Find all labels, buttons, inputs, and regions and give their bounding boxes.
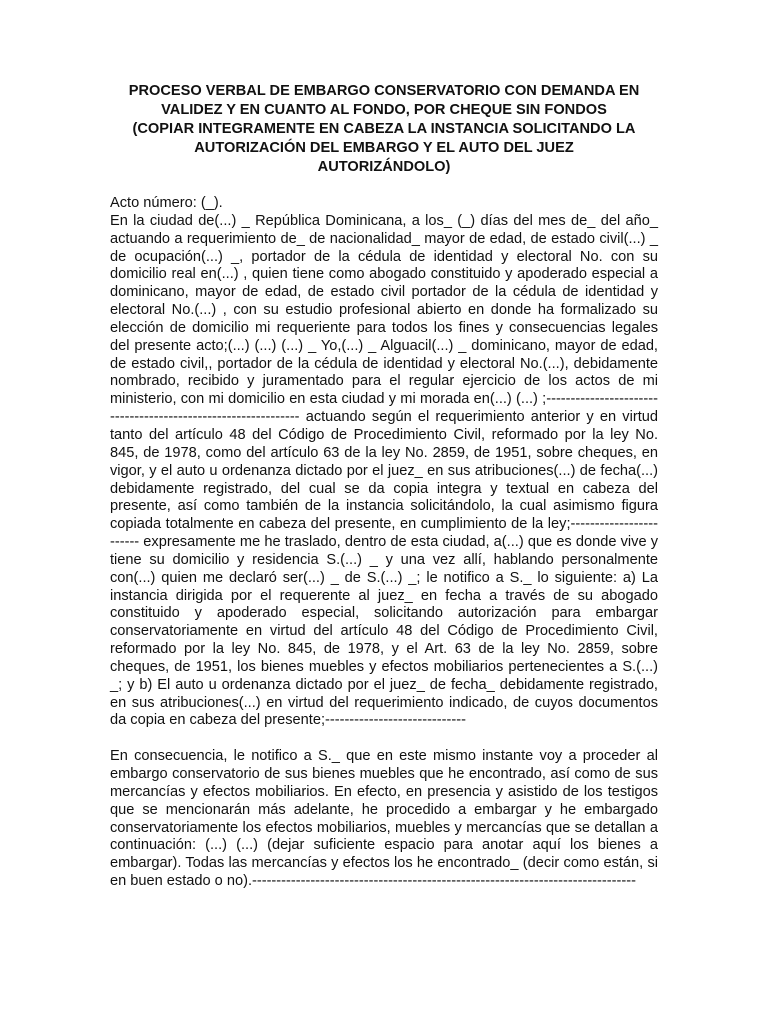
- document-content: [110, 82, 658, 891]
- title-line: AUTORIZACIÓN DEL EMBARGO Y EL AUTO DEL JUEZ: [194, 140, 574, 156]
- body-paragraph: En consecuencia, le notifico a S._ que en este mismo instante voy a proceder al embargo conservatorio de sus bienes muebles que he encontrado, así como de sus mercancías y efectos mobiliarios. En efecto, en presencia y asistido de los testigos que se mencionarán más adelante, he procedido a embargar y he embargado conservatoriamente los efectos mobiliarios, muebles y mercancías que se detallan a continuación: (...) (...) (dejar suficiente espacio para anotar aquí los bienes a embargar). Todas las mercancías y efectos los he encontrado_ (decir como están, si en buen estado o no).-------------------------------------------------------------------------------: [110, 748, 658, 890]
- title-line: VALIDEZ Y EN CUANTO AL FONDO, POR CHEQUE SIN FONDOS: [161, 102, 607, 118]
- body-paragraph: En la ciudad de(...) _ República Dominicana, a los_ (_) días del mes de_ del año_ actuando a requerimiento de_ de nacionalidad_ mayor de edad, de estado civil(...) _ de ocupación(...) _, portador de la cédula de identidad y electoral No. con su domicilio real en(...) , quien tiene como abogado constituido y apoderado especial a dominicano, mayor de edad, de estado civil portador de la cédula de identidad y electoral No.(...) , con su estudio profesional abierto en donde ha formalizado su elección de domicilio mi requeriente para todos los fines y consecuencias legales del presente acto;(...) (...) (...) _ Yo,(...) _ Alguacil(...) _ dominicano, mayor de edad, de estado civil,, portador de la cédula de identidad y electoral No.(...), debidamente nombrado, recibido y juramentado para el regular ejercicio de los actos de mi ministerio, con mi domicilio en esta ciudad y mi morada en(...) (...) ;-------------------------------------------------------------- actuando según el requerimiento anterior y en virtud tanto del artículo 48 del Código de Procedimiento Civil, reformado por la ley No. 845, de 1978, como del artículo 63 de la ley No. 2859, de 1951, sobre cheques, en vigor, y el auto u ordenanza dictado por el juez_ en sus atribuciones(...) de fecha(...) debidamente registrado, del cual se da copia integra y textual en cabeza del presente, así como también de la instancia solicitándolo, la cual asimismo figura copiada totalmente en cabeza del presente, en cumplimiento de la ley;------------------------ expresamente me he traslado, dentro de esta ciudad, a(...) que es donde vive y tiene su domicilio y residencia S.(...) _ y una vez allí, hablando personalmente con(...) quien me declaró ser(...) _ de S.(...) _; le notifico a S._ lo siguiente: a) La instancia dirigida por el requerente al juez_ en fecha a través de su abogado constituido y apoderado especial, solicitando autorización para embargar conservatoriamente en virtud del artículo 48 del Código de Procedimiento Civil, reformado por la ley No. 845, de 1978, y el Art. 63 de la ley No. 2859, sobre cheques, de 1951, los bienes muebles y efectos mobiliarios pertenecientes a S.(...) _; y b) El auto u ordenanza dictado por el juez_ de fecha_ debidamente registrado, en sus atribuciones(...) en virtud del requerimiento indicado, de cuyos documentos da copia en cabeza del presente;-----------------------------: [110, 212, 658, 729]
- document-body: [110, 195, 658, 891]
- title-line: AUTORIZÁNDOLO): [317, 159, 451, 175]
- title-line: PROCESO VERBAL DE EMBARGO CONSERVATORIO CON DEMANDA EN: [128, 83, 640, 99]
- document-title: [110, 82, 658, 177]
- title-line: (COPIAR INTEGRAMENTE EN CABEZA LA INSTANCIA SOLICITANDO LA: [132, 121, 636, 137]
- acto-number-line: Acto número: (_).: [110, 195, 223, 211]
